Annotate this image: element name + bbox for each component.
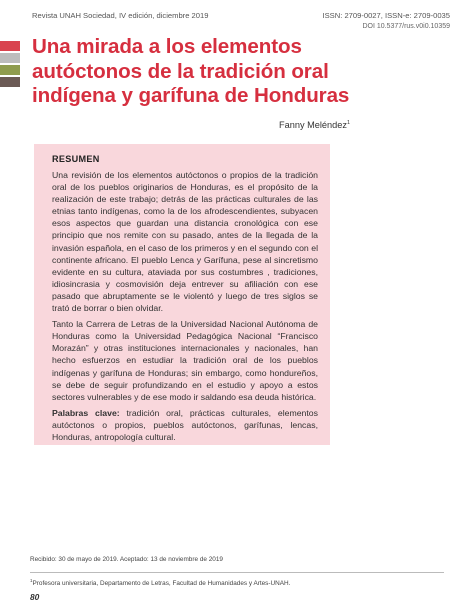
keywords-text: tradición oral, prácticas culturales, elementos autóctonos o propios, pueblos autóctonos, garífunas, lencas, Honduras, antropología cultural. bbox=[52, 407, 318, 442]
page-number: 80 bbox=[30, 592, 40, 602]
footnote-text: Profesora universitaria, Departamento de Letras, Facultad de Humanidades y Artes-UNAH. bbox=[32, 580, 291, 588]
title-line: Una mirada a los elementos bbox=[32, 35, 302, 58]
author-footnote-mark[interactable]: 1 bbox=[346, 120, 350, 126]
abstract-paragraph: Una revisión de los elementos autóctonos o propios de la tradición oral de los pueblos originarios de Honduras, es el propósito de la realización de este trabajo; detrás de las prácticas culturales de las etnias tanto indígenas, como la de los afrodescendientes, subyacen esos aspectos que guardan una distancia cronológica con ese principio que nos remite con su pasado, antes de la llegada de la invasión española, en el caso de los primeros y en el segundo con el continente africano. El pueblo Lenca y Garífuna, pese al sincretismo evidente en su cultura, ataviada por sus costumbres , tradiciones, idiosincrasia y cosmovisión deja entrever su afiliación con ese pasado que abruptamente se le violentó y luego de tres siglos se trató de borrar o bien olvidar. bbox=[52, 170, 318, 314]
author-footnote bbox=[30, 578, 290, 587]
title-line: autóctonos de la tradición oral bbox=[32, 59, 329, 83]
article-title bbox=[32, 35, 452, 109]
issn-text: ISSN: 2709-0027, ISSN-e: 2709-0035 bbox=[322, 11, 450, 20]
doi-link[interactable]: DOI 10.5377/rus.v0i0.10359 bbox=[362, 22, 450, 30]
received-accepted-dates: Recibido: 30 de mayo de 2019. Aceptado: 13 de noviembre de 2019 bbox=[30, 556, 223, 563]
color-bar-gray bbox=[0, 53, 20, 63]
abstract-box bbox=[34, 144, 330, 445]
color-bar-olive bbox=[0, 65, 20, 75]
abstract-heading: RESUMEN bbox=[52, 154, 100, 164]
decorative-color-bars bbox=[0, 41, 20, 89]
author-name bbox=[279, 120, 350, 130]
footnote-divider bbox=[30, 572, 444, 573]
keywords bbox=[52, 407, 318, 443]
footnote-mark: 1 bbox=[30, 578, 33, 583]
keywords-label: Palabras clave: bbox=[52, 407, 120, 418]
author-name-text: Fanny Meléndez bbox=[279, 120, 347, 131]
abstract-paragraph: Tanto la Carrera de Letras de la Universidad Nacional Autónoma de Honduras como la Universidad Pedagógica Nacional “Francisco Morazán” y otras instituciones internacionales y nacionales, han hecho esfuerzos en estudiar la tradición oral de los pueblos indígenas y garífuna de Honduras; sin embargo, como hondureños, se debe de seguir profundizando en el estudio y apoyo a estos sectores vulnerables y de ese modo ir saldando esa deuda histórica. bbox=[52, 319, 318, 402]
title-line: indígena y garífuna de Honduras bbox=[32, 84, 350, 108]
color-bar-dark bbox=[0, 77, 20, 87]
issn-doi-block bbox=[323, 11, 451, 32]
color-bar-red bbox=[0, 41, 20, 51]
journal-header: Revista UNAH Sociedad, IV edición, diciembre 2019 bbox=[32, 11, 209, 20]
